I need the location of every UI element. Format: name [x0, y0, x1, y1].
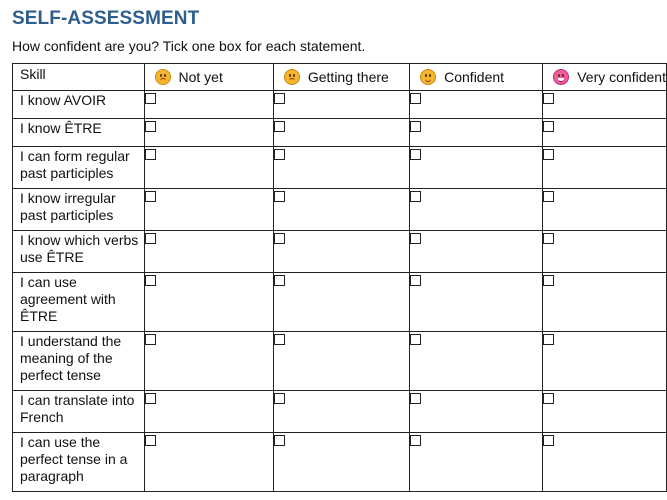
skill-text: I know ÊTRE — [20, 120, 102, 136]
tick-cell — [273, 147, 409, 189]
tick-cell — [543, 91, 667, 119]
tick-checkbox[interactable] — [145, 435, 156, 446]
tick-cell — [410, 391, 543, 433]
tick-cell — [273, 332, 409, 391]
tick-checkbox[interactable] — [410, 275, 421, 286]
tick-checkbox[interactable] — [543, 393, 554, 404]
tick-checkbox[interactable] — [274, 334, 285, 345]
tick-cell — [273, 391, 409, 433]
table-row — [13, 147, 667, 189]
table-row — [13, 189, 667, 231]
tick-checkbox[interactable] — [543, 275, 554, 286]
tick-checkbox[interactable] — [410, 435, 421, 446]
tick-checkbox[interactable] — [274, 93, 285, 104]
level-label: Getting there — [307, 69, 389, 85]
skill-cell — [13, 433, 145, 492]
tick-cell — [144, 189, 273, 231]
skill-cell — [13, 332, 145, 391]
table-row — [13, 273, 667, 332]
tick-cell — [144, 119, 273, 147]
tick-checkbox[interactable] — [410, 149, 421, 160]
instruction-text: How confident are you? Tick one box for each statement. — [12, 38, 366, 54]
tick-cell — [543, 147, 667, 189]
level-header-very-confident — [543, 64, 667, 91]
tick-cell — [543, 189, 667, 231]
tick-cell — [273, 189, 409, 231]
tick-cell — [410, 433, 543, 492]
tick-cell — [410, 147, 543, 189]
tick-checkbox[interactable] — [145, 233, 156, 244]
tick-cell — [410, 119, 543, 147]
level-label: Very confident — [577, 69, 666, 85]
self-assessment-table — [12, 63, 667, 492]
tick-checkbox[interactable] — [145, 393, 156, 404]
skill-cell — [13, 189, 145, 231]
tick-checkbox[interactable] — [145, 191, 156, 202]
tick-checkbox[interactable] — [543, 233, 554, 244]
tick-checkbox[interactable] — [410, 191, 421, 202]
skill-cell — [13, 147, 145, 189]
table-row — [13, 332, 667, 391]
skill-text: I know irregular past participles — [20, 190, 116, 223]
tick-cell — [144, 433, 273, 492]
tick-cell — [273, 91, 409, 119]
skill-text: I can use the perfect tense in a paragraph — [20, 434, 128, 484]
tick-checkbox[interactable] — [145, 275, 156, 286]
tick-checkbox[interactable] — [410, 233, 421, 244]
skill-column-header — [13, 64, 145, 91]
tick-checkbox[interactable] — [274, 149, 285, 160]
table-row — [13, 391, 667, 433]
tick-cell — [543, 273, 667, 332]
skill-cell — [13, 391, 145, 433]
skill-text: I understand the meaning of the perfect tense — [20, 333, 122, 383]
tick-checkbox[interactable] — [145, 121, 156, 132]
tick-cell — [273, 433, 409, 492]
grinning-face-icon — [553, 69, 569, 85]
tick-checkbox[interactable] — [274, 275, 285, 286]
tick-cell — [273, 273, 409, 332]
skill-cell — [13, 273, 145, 332]
tick-checkbox[interactable] — [145, 149, 156, 160]
tick-checkbox[interactable] — [543, 435, 554, 446]
tick-checkbox[interactable] — [274, 435, 285, 446]
tick-checkbox[interactable] — [145, 93, 156, 104]
tick-cell — [543, 433, 667, 492]
table-row — [13, 91, 667, 119]
tick-cell — [410, 273, 543, 332]
skill-text: I know which verbs use ÊTRE — [20, 232, 139, 265]
tick-checkbox[interactable] — [543, 191, 554, 202]
skill-text: I know AVOIR — [20, 92, 107, 108]
level-header-confident — [410, 64, 543, 91]
tick-checkbox[interactable] — [274, 121, 285, 132]
tick-cell — [144, 91, 273, 119]
skill-header-label: Skill — [20, 66, 46, 82]
tick-cell — [144, 273, 273, 332]
level-label: Confident — [444, 69, 505, 85]
neutral-face-icon — [284, 69, 300, 85]
tick-checkbox[interactable] — [543, 93, 554, 104]
worried-face-icon — [155, 69, 171, 85]
tick-checkbox[interactable] — [410, 334, 421, 345]
tick-checkbox[interactable] — [543, 149, 554, 160]
skill-text: I can translate into French — [20, 392, 135, 425]
tick-cell — [410, 91, 543, 119]
tick-cell — [144, 147, 273, 189]
tick-checkbox[interactable] — [410, 121, 421, 132]
tick-checkbox[interactable] — [410, 93, 421, 104]
tick-cell — [273, 231, 409, 273]
tick-checkbox[interactable] — [410, 393, 421, 404]
skill-text: I can form regular past participles — [20, 148, 130, 181]
header-row — [13, 64, 667, 91]
tick-cell — [543, 332, 667, 391]
tick-cell — [543, 231, 667, 273]
tick-cell — [144, 231, 273, 273]
tick-checkbox[interactable] — [145, 334, 156, 345]
table-row — [13, 231, 667, 273]
table-row — [13, 119, 667, 147]
smiling-face-icon — [420, 69, 436, 85]
skill-cell — [13, 91, 145, 119]
tick-cell — [410, 332, 543, 391]
tick-checkbox[interactable] — [274, 393, 285, 404]
level-header-not-yet — [144, 64, 273, 91]
tick-checkbox[interactable] — [274, 191, 285, 202]
level-header-getting-there — [273, 64, 409, 91]
tick-cell — [410, 189, 543, 231]
tick-cell — [543, 119, 667, 147]
tick-checkbox[interactable] — [543, 121, 554, 132]
tick-cell — [144, 332, 273, 391]
level-label: Not yet — [178, 69, 223, 85]
tick-cell — [543, 391, 667, 433]
skill-cell — [13, 231, 145, 273]
tick-cell — [273, 119, 409, 147]
skill-text: I can use agreement with ÊTRE — [20, 274, 116, 324]
tick-cell — [144, 391, 273, 433]
page-title: SELF-ASSESSMENT — [12, 8, 200, 29]
tick-checkbox[interactable] — [543, 334, 554, 345]
tick-checkbox[interactable] — [274, 233, 285, 244]
skill-cell — [13, 119, 145, 147]
tick-cell — [410, 231, 543, 273]
table-row — [13, 433, 667, 492]
